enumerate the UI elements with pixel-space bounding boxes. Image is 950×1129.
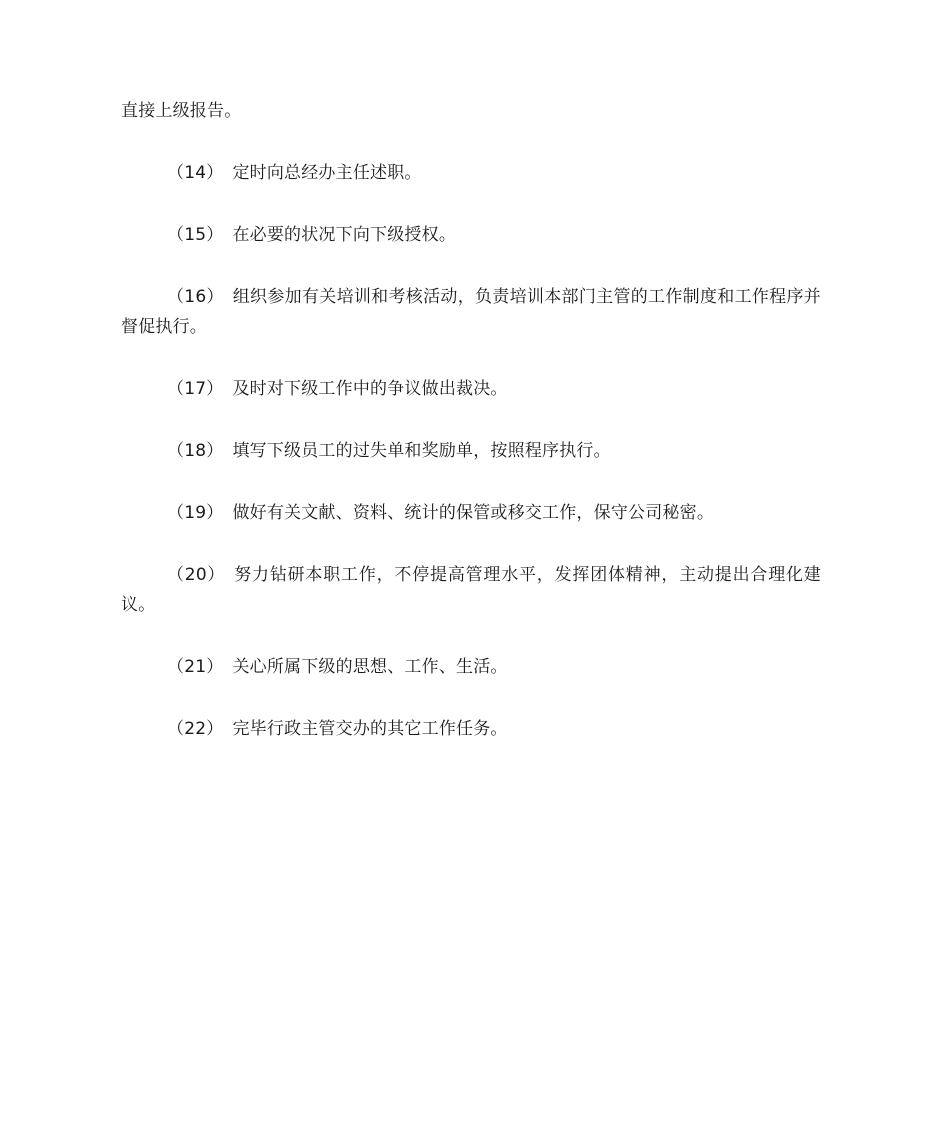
paragraph-continuation [121,96,821,126]
item-text: 关心所属下级的思想、工作、生活。 [232,657,508,677]
list-item [121,220,821,250]
item-number: （17） [167,379,224,399]
item-number: （20） [167,565,226,585]
item-text: 在必要的状况下向下级授权。 [232,225,457,245]
item-text: 及时对下级工作中的争议做出裁决。 [232,379,508,399]
item-text: 填写下级员工的过失单和奖励单，按照程序执行。 [232,441,611,461]
list-item [121,560,821,620]
list-item [121,158,821,188]
list-item [121,282,821,342]
list-item [121,714,821,744]
item-number: （15） [167,225,224,245]
list-item [121,436,821,466]
item-text: 完毕行政主管交办的其它工作任务。 [232,719,508,739]
item-text: 组织参加有关培训和考核活动，负责培训本部门主管的工作制度和工作程序并督促执行。 [121,287,821,337]
item-number: （14） [167,163,224,183]
item-number: （22） [167,719,224,739]
item-number: （19） [167,503,224,523]
item-number: （21） [167,657,224,677]
item-number: （18） [167,441,224,461]
list-item [121,498,821,528]
item-number: （16） [167,287,224,307]
document-body [121,96,821,776]
list-item [121,374,821,404]
item-text: 努力钻研本职工作，不停提高管理水平，发挥团体精神，主动提出合理化建议。 [121,565,821,615]
item-text: 定时向总经办主任述职。 [232,163,422,183]
paragraph-text: 直接上级报告。 [121,101,242,121]
item-text: 做好有关文献、资料、统计的保管或移交工作，保守公司秘密。 [232,503,715,523]
list-item [121,652,821,682]
